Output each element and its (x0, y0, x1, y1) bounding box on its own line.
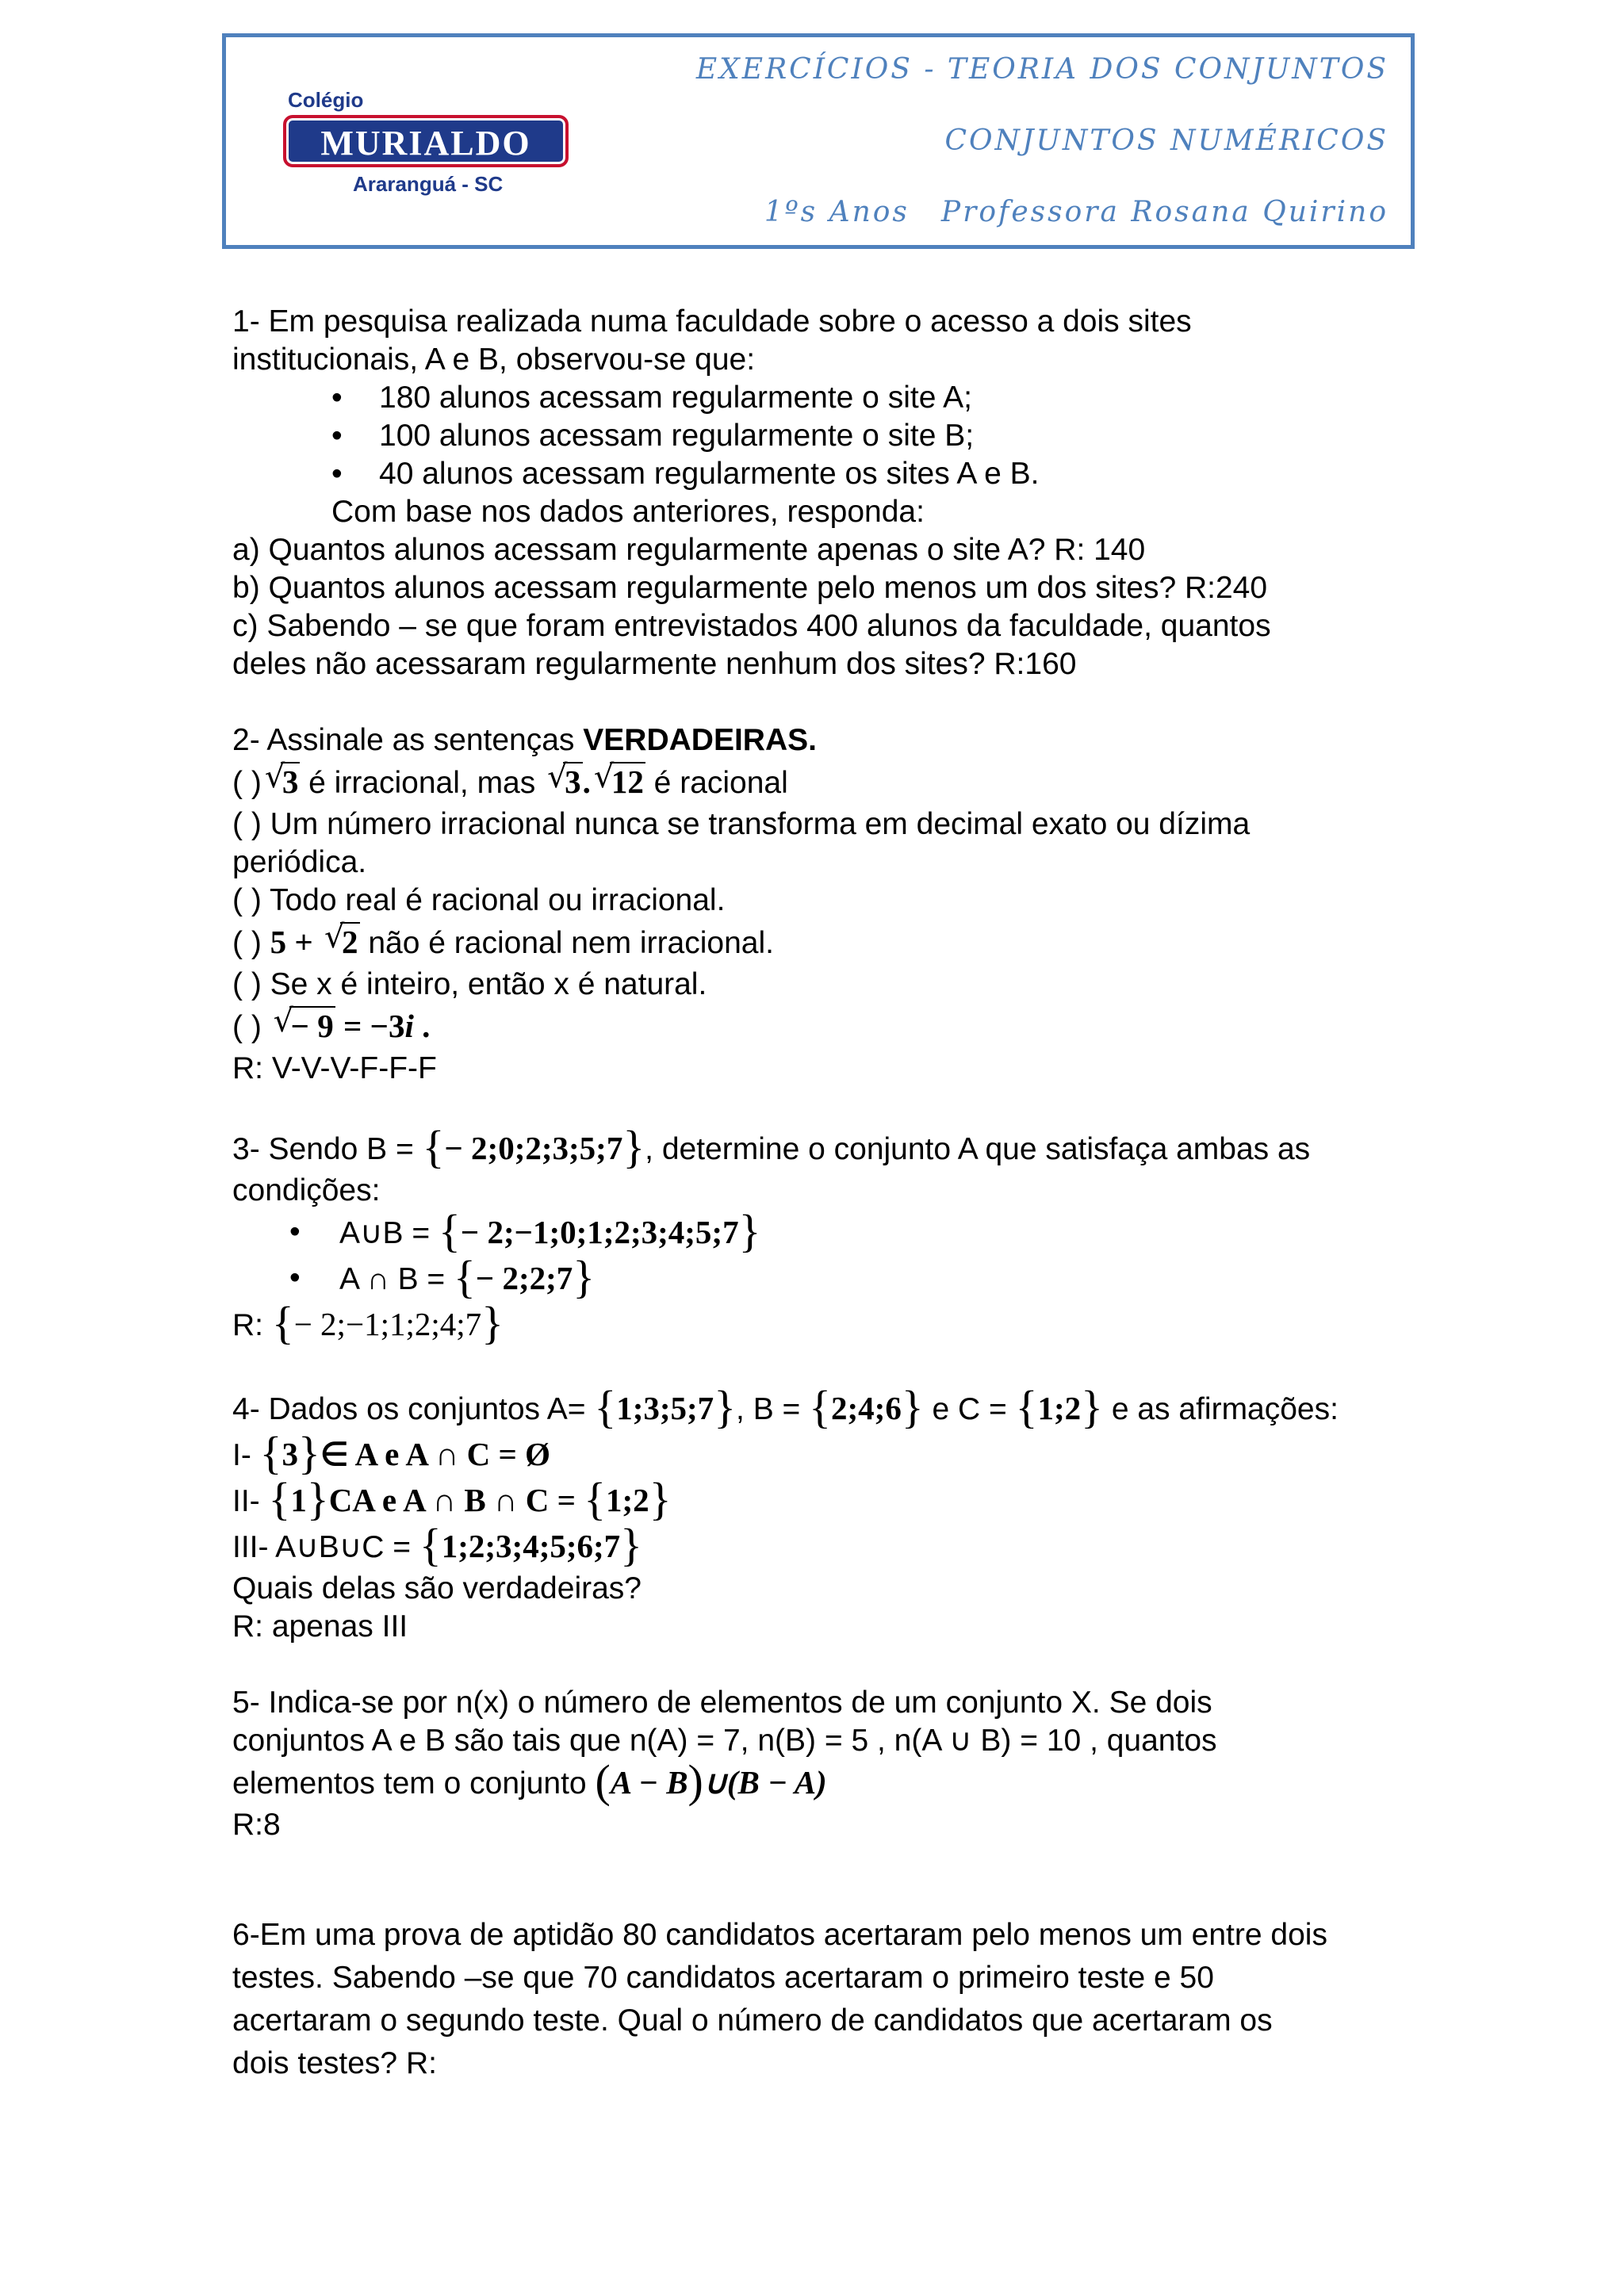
q4-question: Quais delas são verdadeiras? (232, 1571, 642, 1605)
q1-intro-line1: 1- Em pesquisa realizada numa faculdade sobre o acesso a dois sites (232, 304, 1192, 339)
q2-sentence-2-line2: periódica. (232, 845, 367, 879)
header-title: EXERCÍCIOS - TEORIA DOS CONJUNTOS (695, 53, 1388, 86)
header-subtitle: CONJUNTOS NUMÉRICOS (944, 124, 1388, 157)
q2-sentence-6: ( ) √ − 9 = −3i . (232, 1004, 1422, 1050)
q1-bullet-2: • 100 alunos acessam regularmente o site B; (232, 417, 1422, 455)
q5-line2: conjuntos A e B são tais que n(A) = 7, n(B) = 5 , n(A ∪ B) = 10 , quantos (232, 1724, 1217, 1758)
sqrt-minus-9: √ − 9 (273, 1003, 334, 1044)
header-class-line (764, 196, 1388, 228)
q4-line1: 4- Dados os conjuntos A= {1;3;5;7}, B = {2;4;6} e C = {1;2} e as afirmações: (232, 1381, 1339, 1433)
header-teacher: Professora Rosana Quirino (940, 196, 1388, 228)
q3-condition-union: • A∪B = {− 2;−1;0;1;2;3;4;5;7} (232, 1210, 1422, 1256)
q2-sentence-2-line1: ( ) Um número irracional nunca se transforma em decimal exato ou dízima (232, 807, 1251, 841)
q6-line3: acertaram o segundo teste. Qual o número de candidatos que acertaram os (232, 2003, 1273, 2038)
q1-bullet-1: • 180 alunos acessam regularmente o site A; (232, 379, 1422, 417)
logo-city: Araranguá - SC (353, 172, 504, 196)
q1-item-c-line1: c) Sabendo – se que foram entrevistados 400 alunos da faculdade, quantos (232, 609, 1271, 643)
q6-line1: 6-Em uma prova de aptidão 80 candidatos acertaram pelo menos um entre dois (232, 1918, 1327, 1952)
q3-condition-intersection: • A ∩ B = {− 2;2;7} (232, 1256, 1422, 1302)
q5-answer: R:8 (232, 1808, 281, 1842)
sqrt-3-b: √ 3 (547, 759, 581, 800)
q3-line1: 3- Sendo B = {− 2;0;2;3;5;7}, determine o conjunto A que satisfaça ambas as (232, 1121, 1311, 1173)
sqrt-2: √ 2 (324, 919, 358, 960)
q3-answer: R: {− 2;−1;1;2;4;7} (232, 1297, 504, 1349)
q5-line1: 5- Indica-se por n(x) o número de elementos de um conjunto X. Se dois (232, 1686, 1212, 1720)
q2-sentence-5: ( ) Se x é inteiro, então x é natural. (232, 967, 707, 1001)
q1-bullet-3: • 40 alunos acessam regularmente os sites A e B. (232, 455, 1422, 493)
q2-title: 2- Assinale as sentenças VERDADEIRAS. (232, 723, 817, 757)
header-grade: 1ºs Anos (764, 196, 910, 228)
q6-line4: dois testes? R: (232, 2046, 437, 2080)
q1-item-a: a) Quantos alunos acessam regularmente apenas o site A? R: 140 (232, 533, 1146, 567)
sqrt-12: √ 12 (593, 759, 644, 800)
q1-item-c-line2: deles não acessaram regularmente nenhum dos sites? R:160 (232, 647, 1077, 681)
logo-badge: MURIALDO (283, 115, 569, 167)
q4-statement-iii: III- A∪B∪C = {1;2;3;4;5;6;7} (232, 1519, 643, 1571)
exercise-content (232, 303, 1422, 2085)
q2-answer: R: V-V-V-F-F-F (232, 1051, 437, 1085)
school-logo (282, 85, 583, 212)
q5-line3: elementos tem o conjunto (A − B)∪(B − A) (232, 1755, 827, 1807)
q4-statement-ii: II- {1}CA e A ∩ B ∩ C = {1;2} (232, 1473, 672, 1525)
q2-sentence-3: ( ) Todo real é racional ou irracional. (232, 883, 726, 917)
q4-statement-i: I- {3}∈ A e A ∩ C = Ø (232, 1427, 551, 1479)
sqrt-3: √ 3 (264, 759, 299, 800)
q4-answer: R: apenas III (232, 1609, 408, 1644)
logo-top-text: Colégio (288, 88, 364, 112)
q3-line2: condições: (232, 1173, 381, 1207)
q2-sentence-4: ( ) 5 + √ 2 não é racional nem irracional. (232, 920, 1422, 966)
q6-line2: testes. Sabendo –se que 70 candidatos acertaram o primeiro teste e 50 (232, 1961, 1214, 1995)
q2-sentence-1: ( ) √ 3 é irracional, mas √ 3. √ 12 é racional (232, 760, 1422, 806)
q1-intro-line2: institucionais, A e B, observou-se que: (232, 342, 756, 377)
q2-title-bold: VERDADEIRAS. (583, 723, 817, 757)
document-header (222, 33, 1415, 249)
q1-item-b: b) Quantos alunos acessam regularmente pelo menos um dos sites? R:240 (232, 571, 1268, 605)
q1-base-text: Com base nos dados anteriores, responda: (331, 495, 925, 529)
